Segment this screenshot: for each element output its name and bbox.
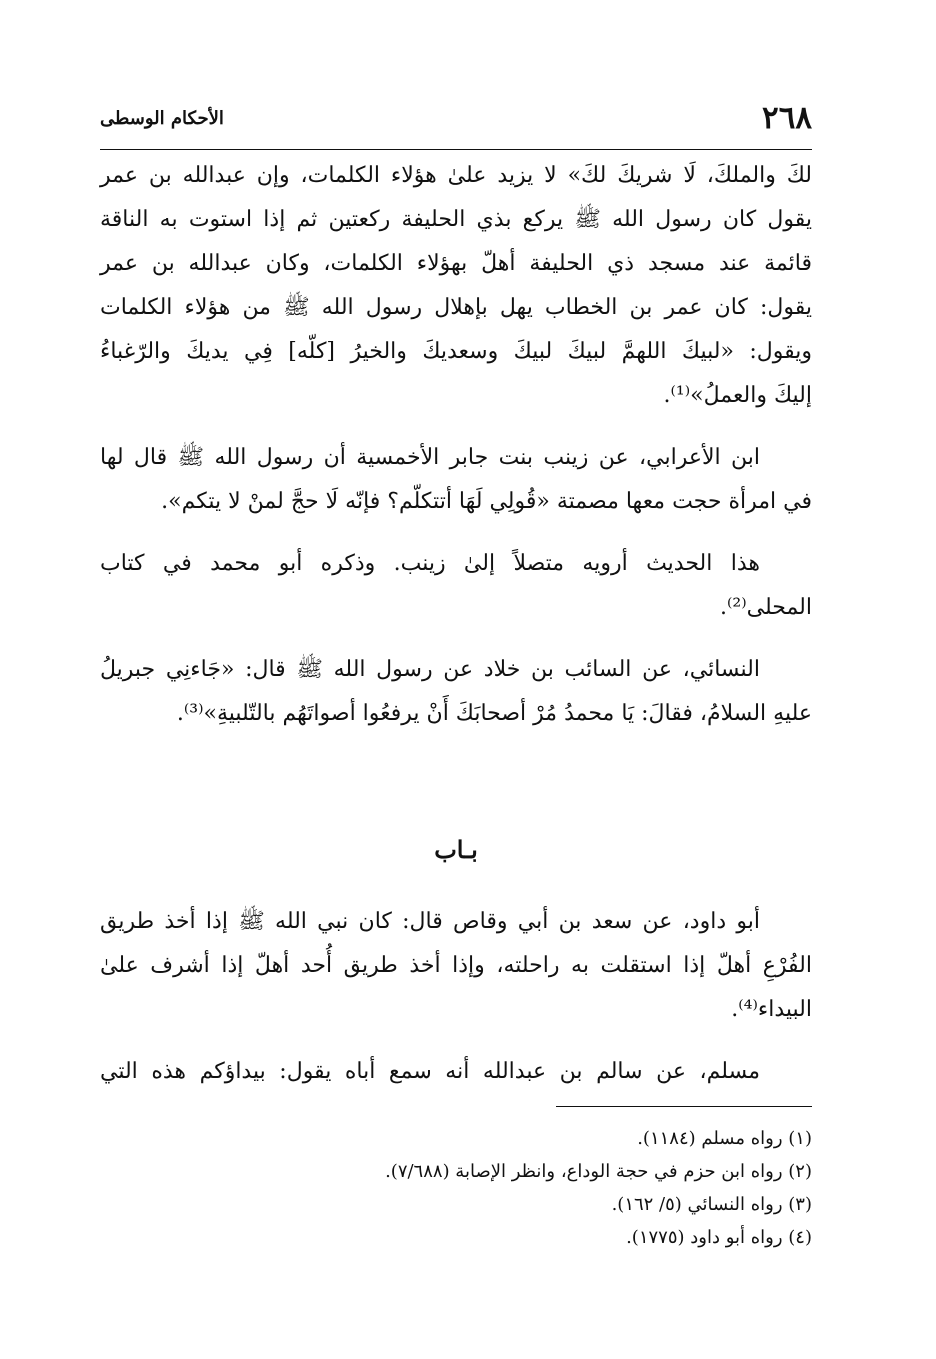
paragraph-talbiyah [100,154,812,418]
section-spacer [100,736,812,828]
text-line: لكَ والملكَ، لَا شريكَ لكَ» لا يزيد علىٰ هؤلاء الكلمات، وإن عبدالله بن عمر [100,163,812,188]
footnote-2: (٢) رواه ابن حزم في حجة الوداع، وانظر الإصابة (٧/٦٨٨). [385,1161,812,1182]
text-line: في امرأة حجت معها مصمتة «قُولِي لَهَا أتتكلّم؟ فإنّه لَا حجَّ لمنْ لا يتكم». [161,489,812,514]
text-line: ويقول: «لبيكَ اللهمَّ لبيكَ لبيكَ وسعديكَ والخيرُ [كلّه] فِي يديكَ والرّغباءُ [100,339,812,364]
running-title: الأحكام الوسطى [100,108,224,129]
paragraph-muslim [100,1050,812,1094]
text-line: المحلى⁽²⁾. [720,595,812,620]
paragraph-nasai [100,648,812,736]
text-line: مسلم، عن سالم بن عبدالله أنه سمع أباه يقول: بيداؤكم هذه التي [100,1059,760,1084]
main-text [100,154,812,1094]
text-line: ابن الأعرابي، عن زينب بنت جابر الأخمسية أن رسول الله ﷺ قال لها [100,445,760,470]
paragraph-ibn-al-arabi [100,436,812,524]
paragraph-hadith-note [100,542,812,630]
page-header [100,98,812,148]
text-line: عليهِ السلامُ، فقالَ: يَا محمدُ مُرْ أصحابَكَ أَنْ يرفعُوا أصواتَهُم بالتّلبيةِ»⁽³⁾. [176,701,812,726]
paragraph-spacer [100,630,812,648]
text-line: أبو داود، عن سعد بن أبي وقاص قال: كان نبي الله ﷺ إذا أخذ طريق [100,909,760,934]
text-line: البيداء⁽⁴⁾. [731,997,812,1022]
section-spacer [100,872,812,900]
paragraph-spacer [100,418,812,436]
footnotes [100,1122,812,1254]
footnote-rule [556,1106,812,1107]
text-line: النسائي، عن السائب بن خلاد عن رسول الله ﷺ قال: «جَاءنِي جبريلُ [100,657,760,682]
header-rule [100,149,812,150]
text-line: قائمة عند مسجد ذي الحليفة أهلّ بهؤلاء الكلمات، وكان عبدالله بن عمر [100,251,812,276]
text-line: هذا الحديث أرويه متصلاً إلىٰ زينب. وذكره أبو محمد في كتاب [100,551,760,576]
page-number: ٢٦٨ [762,100,812,136]
footnote-1: (١) رواه مسلم (١١٨٤). [637,1128,812,1149]
footnote-3: (٣) رواه النسائي (٥/ ١٦٢). [611,1194,812,1215]
section-title: بـاب [434,835,478,864]
text-line: الفُرْعِ أهلّ إذا استقلت به راحلته، وإذا أخذ طريق أُحد أهلّ إذا أشرف علىٰ [100,953,812,978]
text-line: يقول كان رسول الله ﷺ يركع بذي الحليفة ركعتين ثم إذا استوت به الناقة [100,207,812,232]
text-line: إليكَ والعملُ»⁽¹⁾. [663,383,812,408]
paragraph-spacer [100,524,812,542]
footnote-4: (٤) رواه أبو داود (١٧٧٥). [626,1227,812,1248]
text-line: يقول: كان عمر بن الخطاب يهل بإهلال رسول الله ﷺ من هؤلاء الكلمات [100,295,812,320]
paragraph-abu-dawud [100,900,812,1032]
paragraph-spacer [100,1032,812,1050]
